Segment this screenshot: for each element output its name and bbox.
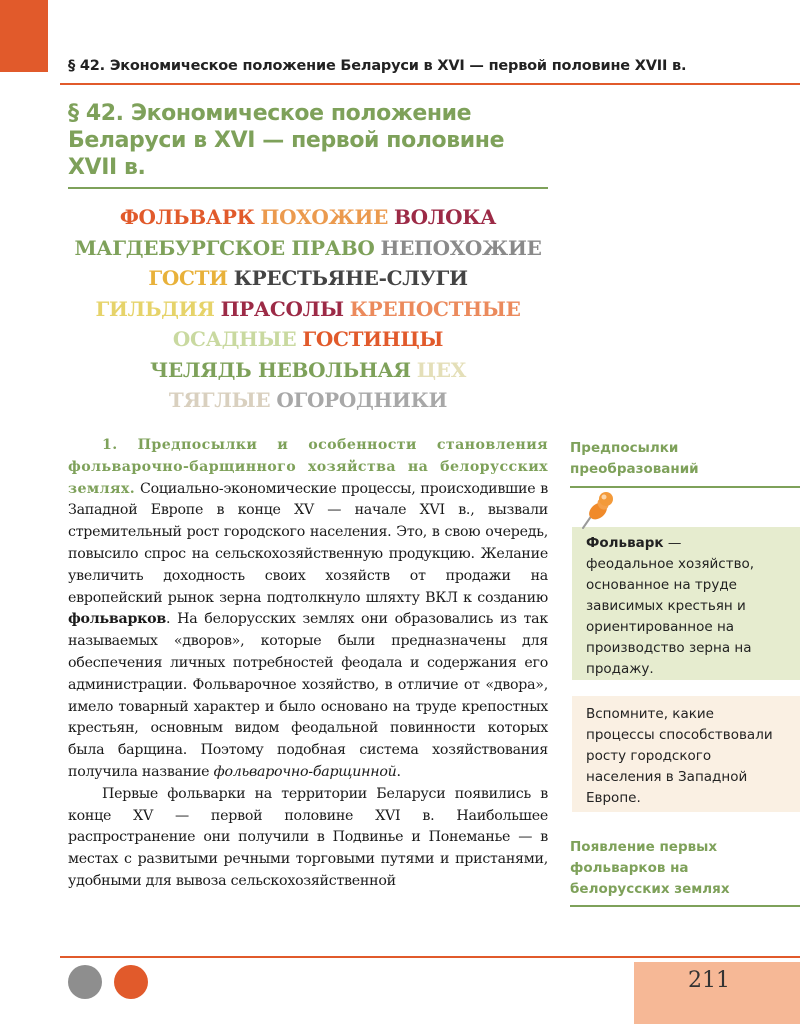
word-cloud-term: ВОЛОКА	[394, 205, 497, 229]
paragraph-text: Социально-экономические процессы, происходившие в Западной Европе в конце XV — начале XVI в., вызвали стремительный рост городского населения. Это, в свою очередь, повысило спрос на сельскохозяйственную продукцию. Желание увеличить доходность своих хозяйств от продажи на европейский рынок зерна подтолкнуло шляхту ВКЛ к созданию	[68, 480, 548, 606]
word-cloud-line	[68, 263, 548, 294]
word-cloud-line	[68, 202, 548, 233]
word-cloud	[68, 202, 548, 416]
word-cloud-term: ГОСТИ	[148, 266, 228, 290]
word-cloud-term: КРЕПОСТНЫЕ	[349, 296, 521, 321]
paragraph	[68, 435, 548, 784]
definition-text	[586, 533, 766, 680]
sidebar-heading-rule	[570, 486, 800, 488]
paragraph-text: .	[396, 763, 401, 780]
word-cloud-term: ГОСТИНЦЫ	[302, 327, 444, 351]
gray-circle-icon	[68, 965, 102, 999]
word-cloud-term: ЧЕЛЯДЬ НЕВОЛЬНАЯ	[150, 357, 411, 382]
sidebar-heading-rule	[570, 905, 800, 907]
word-cloud-term: ПРАСОЛЫ	[220, 296, 344, 321]
word-cloud-line	[68, 385, 548, 416]
running-head-rule	[60, 83, 800, 85]
recall-question-text: Вспомните, какие процессы способствовали росту городского населения в Западной Европе.	[586, 706, 773, 806]
section-subheading: 1. Предпосылки и особенности становления фольварочно-барщинного хозяйства на белорусских землях.	[68, 437, 548, 497]
word-cloud-term: НЕПОХОЖИЕ	[380, 235, 542, 260]
word-cloud-term: ОСАДНЫЕ	[172, 327, 297, 351]
definition-term: Фольварк	[586, 535, 664, 551]
word-cloud-term: ПОХОЖИЕ	[260, 205, 389, 229]
main-body-text	[68, 435, 548, 893]
chapter-title: § 42. Экономическое положение Беларуси в XVI — первой половине XVII в.	[68, 101, 505, 180]
word-cloud-term: ТЯГЛЫЕ	[168, 388, 271, 412]
key-term: фольварков	[68, 611, 166, 628]
word-cloud-term: ЦЕХ	[416, 357, 466, 382]
word-cloud-term: КРЕСТЬЯНЕ-СЛУГИ	[233, 266, 468, 290]
footer-rule	[60, 956, 800, 958]
paragraph: Первые фольварки на территории Беларуси появились в конце XV — первой половине XVI в. Наибольшее распространение они получили в Подвинье и Понеманье — в местах с развитыми речными торговыми путями и пристанями, удобными для вывоза сельскохозяйственной	[68, 785, 548, 889]
paragraph-text: . На белорусских землях они образовались из так называемых «дворов», которые были предназначены для обеспечения личных потребностей феодала и содержания его администрации. Фольварочное хозяйство, в отличие от «двора», имело товарный характер и было основано на труде крепостных крестьян, основным видом феодальной повинности которых была барщина. Поэтому подобная система хозяйствования получила название	[68, 611, 548, 780]
sidebar-heading-prerequisites: Предпосылки преобразований	[570, 440, 699, 477]
italic-term: фольварочно-барщинной	[213, 763, 397, 780]
word-cloud-term: ФОЛЬВАРК	[119, 205, 255, 229]
corner-accent-block	[0, 0, 48, 72]
definition-body: — феодальное хозяйство, основанное на труде зависимых крестьян и ориентированное на производство зерна на продажу.	[586, 535, 755, 677]
orange-circle-icon	[114, 965, 148, 999]
sidebar-heading-first-folwarks: Появление первых фольварков на белорусских землях	[570, 839, 730, 897]
word-cloud-term: МАГДЕБУРГСКОЕ ПРАВО	[74, 235, 375, 260]
word-cloud-line	[68, 233, 548, 264]
word-cloud-line	[68, 355, 548, 386]
word-cloud-line	[68, 324, 548, 355]
word-cloud-line	[68, 294, 548, 325]
word-cloud-term: ГИЛЬДИЯ	[95, 296, 215, 321]
chapter-title-rule	[68, 187, 548, 189]
page-number: 211	[688, 968, 730, 993]
pushpin-icon	[574, 490, 616, 534]
running-head: § 42. Экономическое положение Беларуси в XVI — первой половине XVII в.	[68, 58, 687, 74]
word-cloud-term: ОГОРОДНИКИ	[276, 388, 448, 412]
